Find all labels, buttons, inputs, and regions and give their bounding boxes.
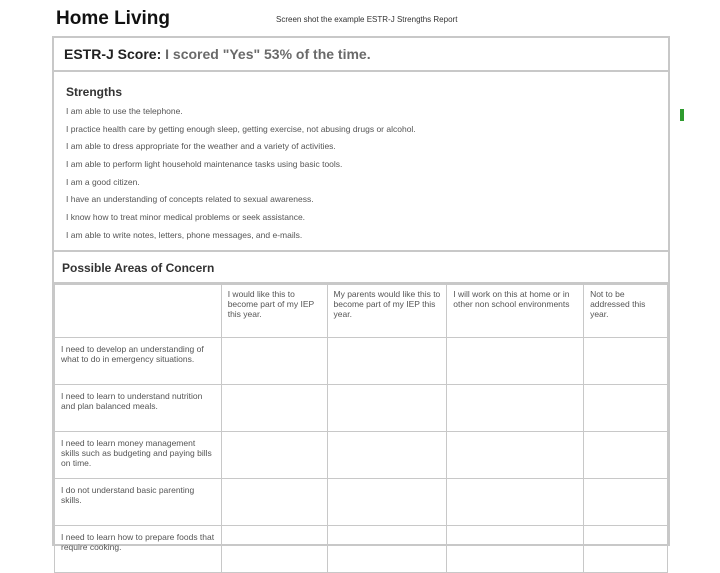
parents-choice-cell[interactable] [327,338,447,385]
not-addressed-cell[interactable] [584,385,668,432]
concern-cell: I need to develop an understanding of what to do in emergency situations. [55,338,222,385]
iep-choice-cell[interactable] [221,338,327,385]
strengths-section [54,72,668,252]
column-header: I will work on this at home or in other non school environments [447,285,584,338]
score-label: ESTR-J Score: [64,46,162,62]
home-choice-cell[interactable] [447,526,584,573]
strength-item: I have an understanding of concepts related to sexual awareness. [66,194,314,205]
table-header-row [55,285,668,338]
concern-cell: I do not understand basic parenting skills. [55,479,222,526]
strength-item: I know how to treat minor medical problems or seek assistance. [66,212,306,223]
iep-choice-cell[interactable] [221,432,327,479]
column-header [55,285,222,338]
table-row [55,479,668,526]
screenshot-caption: Screen shot the example ESTR-J Strengths Report [276,15,458,24]
not-addressed-cell[interactable] [584,338,668,385]
column-header: Not to be addressed this year. [584,285,668,338]
not-addressed-cell[interactable] [584,479,668,526]
concerns-table [54,284,668,573]
iep-choice-cell[interactable] [221,479,327,526]
table-row [55,338,668,385]
parents-choice-cell[interactable] [327,432,447,479]
strength-item: I am able to dress appropriate for the weather and a variety of activities. [66,141,336,152]
strengths-report [52,36,670,552]
home-choice-cell[interactable] [447,432,584,479]
strength-item: I practice health care by getting enough sleep, getting exercise, not abusing drugs or alcohol. [66,123,416,134]
strengths-title: Strengths [66,85,123,99]
home-choice-cell[interactable] [447,338,584,385]
concerns-header [54,252,668,284]
parents-choice-cell[interactable] [327,479,447,526]
column-header: I would like this to become part of my IEP this year. [221,285,327,338]
home-choice-cell[interactable] [447,479,584,526]
page-title: Home Living [56,8,171,29]
strength-item: I am able to perform light household maintenance tasks using basic tools. [66,159,343,170]
not-addressed-cell[interactable] [584,432,668,479]
strength-item: I am a good citizen. [66,176,140,187]
not-addressed-cell[interactable] [584,526,668,573]
parents-choice-cell[interactable] [327,385,447,432]
table-row [55,526,668,573]
concern-cell: I need to learn to understand nutrition and plan balanced meals. [55,385,222,432]
concern-cell: I need to learn how to prepare foods that require cooking. [55,526,222,573]
green-marker [680,109,684,121]
score-bar [54,38,668,72]
concerns-title: Possible Areas of Concern [62,261,215,275]
concern-cell: I need to learn money management skills such as budgeting and paying bills on time. [55,432,222,479]
home-choice-cell[interactable] [447,385,584,432]
iep-choice-cell[interactable] [221,526,327,573]
strength-item: I am able to use the telephone. [66,106,183,116]
score-value: I scored "Yes" 53% of the time. [161,46,371,62]
iep-choice-cell[interactable] [221,385,327,432]
table-row [55,432,668,479]
strength-item: I am able to write notes, letters, phone messages, and e-mails. [66,229,303,240]
column-header: My parents would like this to become part of my IEP this year. [327,285,447,338]
table-row [55,385,668,432]
parents-choice-cell[interactable] [327,526,447,573]
